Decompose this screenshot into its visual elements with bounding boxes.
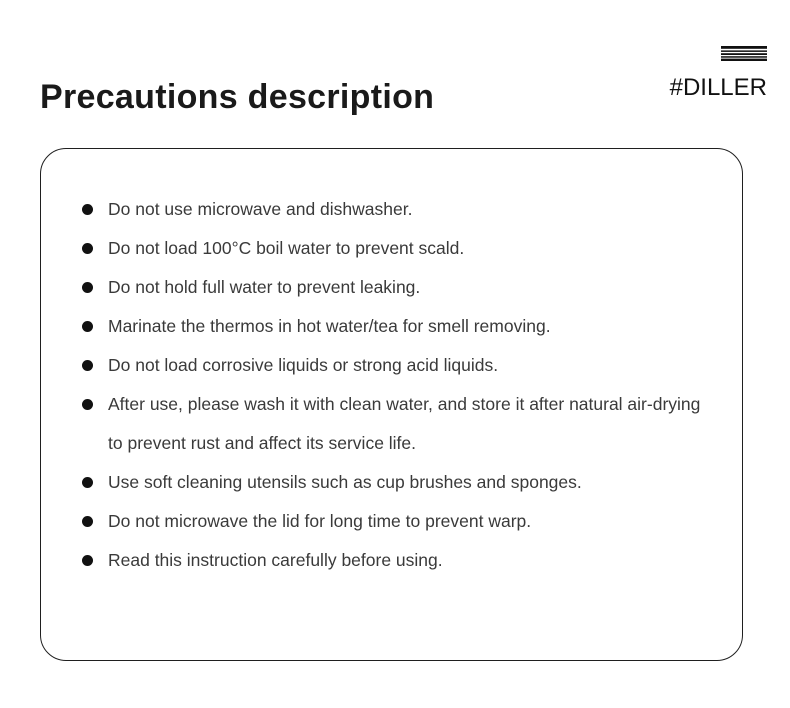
list-item-text: Do not use microwave and dishwasher. (108, 199, 413, 219)
list-item-text: Do not microwave the lid for long time to prevent warp. (108, 511, 532, 531)
list-item (82, 541, 718, 580)
brand-stripes-icon (721, 46, 767, 61)
bullet-icon (82, 399, 93, 410)
bullet-icon (82, 321, 93, 332)
list-item (82, 190, 718, 229)
list-item (82, 463, 718, 502)
precautions-list (41, 149, 742, 580)
list-item-text: Read this instruction carefully before using. (108, 550, 443, 570)
bullet-icon (82, 282, 93, 293)
bullet-icon (82, 243, 93, 254)
list-item (82, 385, 718, 463)
list-item (82, 346, 718, 385)
bullet-icon (82, 477, 93, 488)
bullet-icon (82, 555, 93, 566)
bullet-icon (82, 204, 93, 215)
list-item-text: Do not hold full water to prevent leaking. (108, 277, 421, 297)
list-item-text: After use, please wash it with clean water, and store it after natural air-drying to prevent rust and affect its service life. (108, 394, 701, 453)
list-item-text: Marinate the thermos in hot water/tea for smell removing. (108, 316, 551, 336)
page-title: Precautions description (40, 77, 435, 116)
list-item-text: Do not load 100°C boil water to prevent scald. (108, 238, 465, 258)
brand-name: #DILLER (669, 74, 767, 101)
precautions-box (40, 148, 743, 661)
list-item (82, 229, 718, 268)
bullet-icon (82, 516, 93, 527)
list-item (82, 502, 718, 541)
list-item-text: Do not load corrosive liquids or strong acid liquids. (108, 355, 499, 375)
list-item (82, 268, 718, 307)
bullet-icon (82, 360, 93, 371)
list-item (82, 307, 718, 346)
list-item-text: Use soft cleaning utensils such as cup brushes and sponges. (108, 472, 582, 492)
brand-logo (670, 46, 767, 101)
